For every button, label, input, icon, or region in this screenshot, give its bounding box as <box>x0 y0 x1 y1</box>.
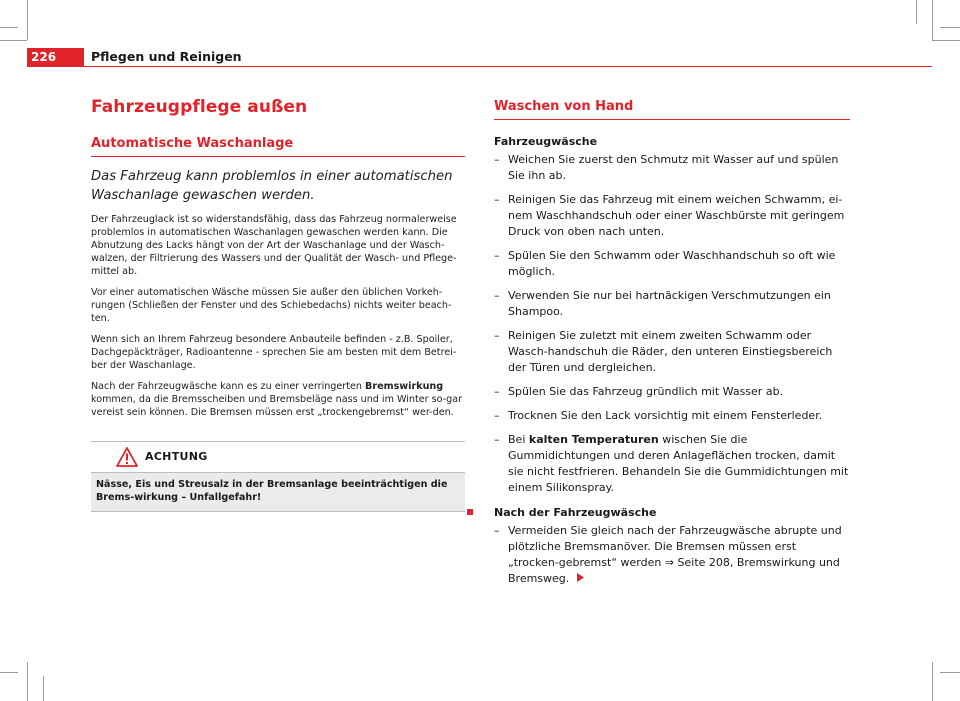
crop-mark <box>27 662 28 701</box>
dash-bullet: – <box>494 289 500 302</box>
warning-box <box>91 441 465 512</box>
paragraph: Vor einer automatischen Wäsche müssen Sie außer den üblichen Vorkeh-rungen (Schließen der Fenster und des Schiebedachs) nichts weiter beach-ten. <box>91 287 452 324</box>
dash-bullet: – <box>494 153 500 166</box>
instruction-list <box>494 152 850 496</box>
right-column <box>494 90 850 587</box>
crop-mark <box>940 27 960 28</box>
list-item <box>494 384 850 400</box>
crop-mark <box>27 0 28 40</box>
warning-header <box>91 442 465 473</box>
dash-bullet: – <box>494 249 500 262</box>
list-item-text: Weichen Sie zuerst den Schmutz mit Wasser auf und spülen Sie ihn ab. <box>508 153 839 182</box>
header-rule <box>84 66 932 67</box>
warning-title: ACHTUNG <box>145 450 208 463</box>
crop-mark <box>0 40 27 41</box>
paragraph: Der Fahrzeuglack ist so widerstandsfähig, dass das Fahrzeug normalerweise problemlos in automatischen Waschanlagen gewaschen werden kann. Die Abnutzung des Lacks hängt von der Art der Waschanlage und der Wasch-walzen, der Filtrierung des Wassers und der Qualität der Wasch- und Pflege-mittel ab. <box>91 214 457 277</box>
dash-bullet: – <box>494 409 500 422</box>
crop-mark <box>43 676 44 701</box>
emphasis-bremswirkung: Bremswirkung <box>365 381 444 392</box>
list-item-text: Spülen Sie den Schwamm oder Waschhandschuh so oft wie möglich. <box>508 249 836 278</box>
warning-triangle-icon <box>116 447 138 467</box>
section-end-marker <box>467 509 473 515</box>
subheading-nach-der-waesche: Nach der Fahrzeugwäsche <box>494 506 657 519</box>
crop-mark <box>916 0 917 24</box>
chapter-title: Pflegen und Reinigen <box>91 49 242 64</box>
lead-text: Das Fahrzeug kann problemlos in einer automatischen Waschanlage gewaschen werden. <box>91 169 453 203</box>
crop-mark <box>0 672 18 673</box>
list-item <box>494 328 850 376</box>
list-item <box>494 288 850 320</box>
crop-mark <box>940 672 960 673</box>
list-item-text: Trocknen Sie den Lack vorsichtig mit einem Fensterleder. <box>508 409 823 422</box>
left-column <box>91 90 465 512</box>
list-item <box>494 432 850 496</box>
dash-bullet: – <box>494 193 500 206</box>
dash-bullet: – <box>494 524 500 537</box>
text-run: kommen, da die Bremsscheiben und Bremsbeläge nass und im Winter so-gar vereist sein können. Die Bremsen müssen erst „trockengebremst“ wer-den. <box>91 394 463 418</box>
list-item <box>494 248 850 280</box>
dash-bullet: – <box>494 433 500 446</box>
section-title-automatic-wash: Automatische Waschanlage <box>91 136 465 157</box>
list-item <box>494 523 850 587</box>
list-item-text: Verwenden Sie nur bei hartnäckigen Verschmutzungen ein Shampoo. <box>508 289 831 318</box>
list-item-text: Spülen Sie das Fahrzeug gründlich mit Wasser ab. <box>508 385 784 398</box>
instruction-list <box>494 523 850 587</box>
section-title-hand-wash: Waschen von Hand <box>494 99 850 120</box>
continue-arrow-icon <box>577 571 584 587</box>
list-item <box>494 408 850 424</box>
dash-bullet: – <box>494 385 500 398</box>
text-run: wischen Sie die Gummidichtungen und deren Anlageflächen trocken, damit sie nicht festfrieren. Behandeln Sie die Gummidichtungen mit einem Silikonspray. <box>508 433 849 494</box>
paragraph: Wenn sich an Ihrem Fahrzeug besondere Anbauteile befinden - z.B. Spoiler, Dachgepäckträger, Radioantenne - sprechen Sie am besten mit dem Betrei-ber der Waschanlage. <box>91 334 457 371</box>
text-run: Nach der Fahrzeugwäsche kann es zu einer verringerten <box>91 381 366 392</box>
emphasis-kalten-temperaturen: kalten Temperaturen <box>528 433 659 446</box>
page-number: 226 <box>27 48 84 67</box>
crop-mark <box>932 40 960 41</box>
list-item-text: Reinigen Sie das Fahrzeug mit einem weichen Schwamm, ei-nem Waschhandschuh oder einer Waschbürste mit geringem Druck von oben nach unten. <box>508 193 845 238</box>
list-item <box>494 192 850 240</box>
crop-mark <box>0 27 18 28</box>
warning-text: Nässe, Eis und Streusalz in der Bremsanlage beeinträchtigen die Brems-wirkung – Unfallgefahr! <box>91 473 465 511</box>
text-run: Bei <box>508 433 529 446</box>
page-heading: Fahrzeugpflege außen <box>91 97 308 117</box>
list-item-text: Vermeiden Sie gleich nach der Fahrzeugwäsche abrupte und plötzliche Bremsmanöver. Die Bremsen müssen erst „trocken-gebremst“ werden ⇒ Seite 208, Bremswirkung und Bremsweg. <box>508 524 842 585</box>
list-item <box>494 152 850 184</box>
crop-mark <box>932 0 933 40</box>
subheading-fahrzeugwaesche: Fahrzeugwäsche <box>494 135 598 148</box>
crop-mark <box>932 662 933 701</box>
list-item-text: Reinigen Sie zuletzt mit einem zweiten Schwamm oder Wasch-handschuh die Räder, den unteren Einstiegsbereich der Türen und dergleichen. <box>508 329 833 374</box>
paragraph <box>91 380 465 419</box>
dash-bullet: – <box>494 329 500 342</box>
